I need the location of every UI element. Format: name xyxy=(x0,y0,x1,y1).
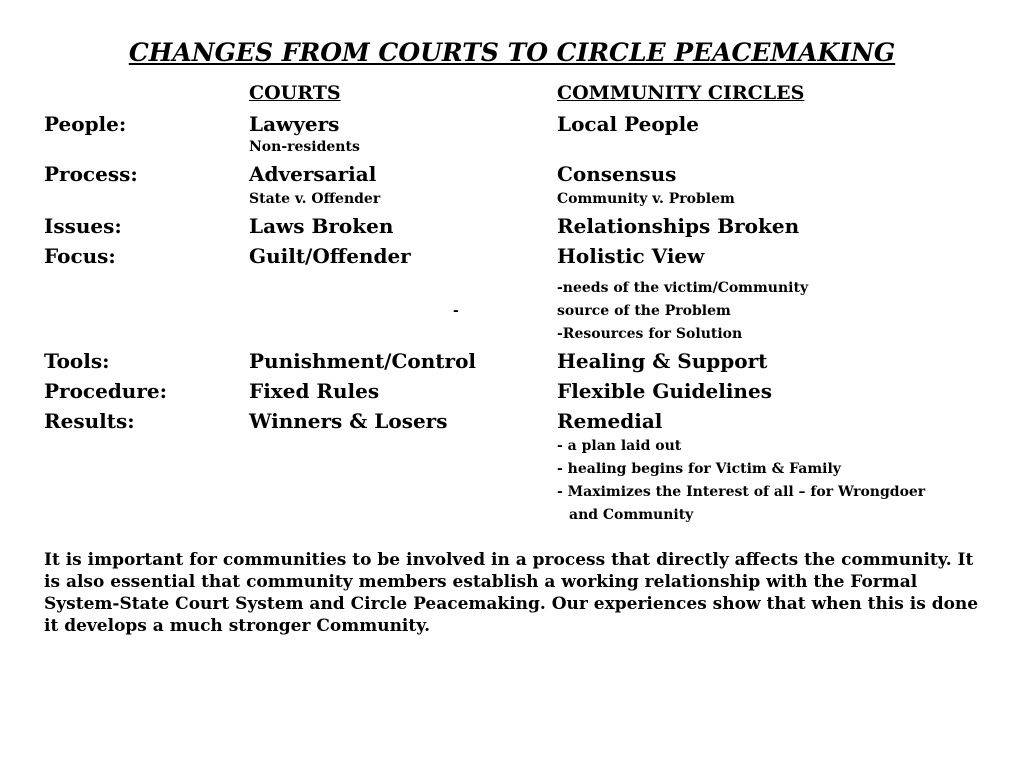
community-procedure: Flexible Guidelines xyxy=(557,379,772,403)
courts-issues: Laws Broken xyxy=(249,214,394,238)
community-process: Consensus xyxy=(557,162,677,186)
results-note: - Maximizes the Interest of all – for Wrongdoer xyxy=(557,484,926,500)
courts-process-note: State v. Offender xyxy=(249,191,381,207)
courts-column-header: COURTS xyxy=(249,82,341,104)
focus-note: source of the Problem xyxy=(557,303,731,319)
results-note: and Community xyxy=(569,507,694,523)
slide-title: CHANGES FROM COURTS TO CIRCLE PEACEMAKING xyxy=(128,38,896,67)
row-label-people: People: xyxy=(44,112,127,136)
results-note: - a plan laid out xyxy=(557,438,682,454)
community-focus: Holistic View xyxy=(557,244,705,268)
community-column-header: COMMUNITY CIRCLES xyxy=(557,82,805,104)
courts-process: Adversarial xyxy=(249,162,377,186)
row-label-results: Results: xyxy=(44,409,135,433)
row-label-issues: Issues: xyxy=(44,214,122,238)
closing-paragraph: It is important for communities to be involved in a process that directly affects the community. It is also essential that community members establish a working relationship with the Formal System-State Court System and Circle Peacemaking. Our experiences show that when this is done it develops a much stronger Community. xyxy=(44,550,979,636)
focus-note: -Resources for Solution xyxy=(557,326,743,342)
community-process-note: Community v. Problem xyxy=(557,191,735,207)
community-people: Local People xyxy=(557,112,699,136)
focus-stray-dash: - xyxy=(453,303,459,319)
row-label-process: Process: xyxy=(44,162,138,186)
courts-results: Winners & Losers xyxy=(249,409,448,433)
courts-focus: Guilt/Offender xyxy=(249,244,411,268)
community-tools: Healing & Support xyxy=(557,349,768,373)
courts-people: Lawyers xyxy=(249,112,340,136)
community-issues: Relationships Broken xyxy=(557,214,800,238)
courts-tools: Punishment/Control xyxy=(249,349,477,373)
courts-procedure: Fixed Rules xyxy=(249,379,380,403)
row-label-procedure: Procedure: xyxy=(44,379,167,403)
community-results: Remedial xyxy=(557,409,663,433)
focus-note: -needs of the victim/Community xyxy=(557,280,809,296)
row-label-tools: Tools: xyxy=(44,349,110,373)
results-note: - healing begins for Victim & Family xyxy=(557,461,841,477)
row-label-focus: Focus: xyxy=(44,244,116,268)
courts-people-note: Non-residents xyxy=(249,139,360,155)
